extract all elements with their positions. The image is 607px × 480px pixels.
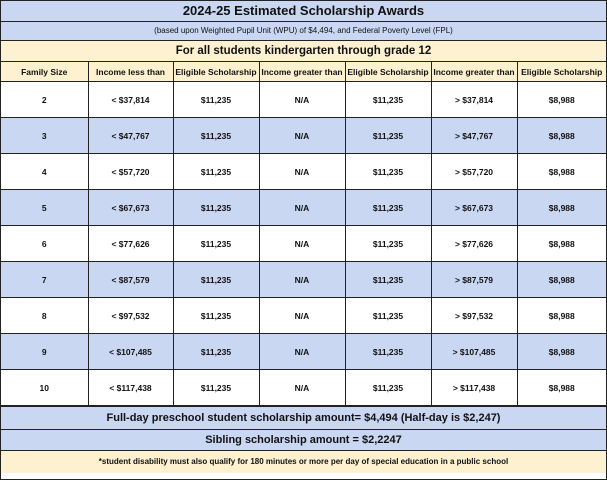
cell-family-size: 6 xyxy=(1,226,88,262)
cell-family-size: 4 xyxy=(1,154,88,190)
cell-income-greater-than: > $57,720 xyxy=(431,154,517,190)
table-row xyxy=(1,334,606,370)
cell-eligible-scholarship: $11,235 xyxy=(345,334,431,370)
cell-family-size: 9 xyxy=(1,334,88,370)
col-header-income-less-than: Income less than xyxy=(88,62,173,82)
cell-eligible-scholarship: $8,988 xyxy=(517,298,606,334)
cell-income-less-than: < $97,532 xyxy=(88,298,173,334)
cell-income-greater-than: N/A xyxy=(259,262,345,298)
cell-eligible-scholarship: $8,988 xyxy=(517,154,606,190)
cell-eligible-scholarship: $11,235 xyxy=(345,262,431,298)
cell-eligible-scholarship: $11,235 xyxy=(345,154,431,190)
page-subtitle: (based upon Weighted Pupil Unit (WPU) of $4,494, and Federal Poverty Level (FPL) xyxy=(1,22,606,41)
cell-income-less-than: < $107,485 xyxy=(88,334,173,370)
preschool-scholarship-note: Full-day preschool student scholarship amount= $4,494 (Half-day is $2,247) xyxy=(1,406,606,430)
table-row xyxy=(1,190,606,226)
cell-family-size: 3 xyxy=(1,118,88,154)
cell-income-less-than: < $67,673 xyxy=(88,190,173,226)
table-header-row xyxy=(1,62,606,82)
cell-income-greater-than: N/A xyxy=(259,82,345,118)
cell-eligible-scholarship: $8,988 xyxy=(517,190,606,226)
cell-income-greater-than: > $87,579 xyxy=(431,262,517,298)
cell-eligible-scholarship: $11,235 xyxy=(173,118,259,154)
table-row xyxy=(1,226,606,262)
cell-eligible-scholarship: $11,235 xyxy=(173,334,259,370)
cell-family-size: 2 xyxy=(1,82,88,118)
table-row xyxy=(1,262,606,298)
cell-income-greater-than: > $97,532 xyxy=(431,298,517,334)
table-row xyxy=(1,82,606,118)
cell-income-greater-than: N/A xyxy=(259,154,345,190)
col-header-eligible-scholarship-3: Eligible Scholarship xyxy=(517,62,606,82)
cell-eligible-scholarship: $11,235 xyxy=(173,82,259,118)
cell-eligible-scholarship: $11,235 xyxy=(173,370,259,406)
cell-family-size: 5 xyxy=(1,190,88,226)
table-row xyxy=(1,370,606,406)
cell-income-greater-than: N/A xyxy=(259,298,345,334)
cell-income-greater-than: > $37,814 xyxy=(431,82,517,118)
cell-eligible-scholarship: $8,988 xyxy=(517,370,606,406)
cell-income-greater-than: N/A xyxy=(259,190,345,226)
cell-eligible-scholarship: $11,235 xyxy=(345,370,431,406)
col-header-income-greater-than-1: Income greater than xyxy=(259,62,345,82)
cell-income-greater-than: > $47,767 xyxy=(431,118,517,154)
cell-income-greater-than: N/A xyxy=(259,118,345,154)
cell-income-greater-than: > $77,626 xyxy=(431,226,517,262)
cell-income-greater-than: > $107,485 xyxy=(431,334,517,370)
cell-income-less-than: < $117,438 xyxy=(88,370,173,406)
cell-income-less-than: < $47,767 xyxy=(88,118,173,154)
cell-income-greater-than: N/A xyxy=(259,334,345,370)
cell-eligible-scholarship: $11,235 xyxy=(173,154,259,190)
sibling-scholarship-note: Sibling scholarship amount = $2,2247 xyxy=(1,430,606,451)
cell-family-size: 7 xyxy=(1,262,88,298)
cell-eligible-scholarship: $11,235 xyxy=(173,226,259,262)
cell-eligible-scholarship: $8,988 xyxy=(517,334,606,370)
cell-income-greater-than: N/A xyxy=(259,370,345,406)
cell-family-size: 10 xyxy=(1,370,88,406)
cell-eligible-scholarship: $8,988 xyxy=(517,226,606,262)
col-header-eligible-scholarship-1: Eligible Scholarship xyxy=(173,62,259,82)
table-row xyxy=(1,154,606,190)
cell-eligible-scholarship: $8,988 xyxy=(517,118,606,154)
col-header-income-greater-than-2: Income greater than xyxy=(431,62,517,82)
cell-income-less-than: < $77,626 xyxy=(88,226,173,262)
grade-banner: For all students kindergarten through grade 12 xyxy=(1,41,606,62)
col-header-eligible-scholarship-2: Eligible Scholarship xyxy=(345,62,431,82)
cell-eligible-scholarship: $11,235 xyxy=(345,82,431,118)
awards-table xyxy=(1,62,606,406)
cell-eligible-scholarship: $11,235 xyxy=(173,262,259,298)
cell-income-less-than: < $37,814 xyxy=(88,82,173,118)
cell-income-greater-than: N/A xyxy=(259,226,345,262)
col-header-family-size: Family Size xyxy=(1,62,88,82)
cell-eligible-scholarship: $11,235 xyxy=(345,298,431,334)
cell-income-greater-than: > $67,673 xyxy=(431,190,517,226)
cell-income-less-than: < $87,579 xyxy=(88,262,173,298)
cell-eligible-scholarship: $11,235 xyxy=(345,190,431,226)
cell-eligible-scholarship: $8,988 xyxy=(517,82,606,118)
page-title: 2024-25 Estimated Scholarship Awards xyxy=(1,1,606,22)
cell-family-size: 8 xyxy=(1,298,88,334)
table-row xyxy=(1,118,606,154)
cell-income-less-than: < $57,720 xyxy=(88,154,173,190)
cell-eligible-scholarship: $11,235 xyxy=(345,226,431,262)
cell-eligible-scholarship: $11,235 xyxy=(173,298,259,334)
cell-eligible-scholarship: $11,235 xyxy=(173,190,259,226)
disability-footnote: *student disability must also qualify for 180 minutes or more per day of special education in a public school xyxy=(1,451,606,473)
table-row xyxy=(1,298,606,334)
cell-eligible-scholarship: $11,235 xyxy=(345,118,431,154)
cell-eligible-scholarship: $8,988 xyxy=(517,262,606,298)
cell-income-greater-than: > $117,438 xyxy=(431,370,517,406)
